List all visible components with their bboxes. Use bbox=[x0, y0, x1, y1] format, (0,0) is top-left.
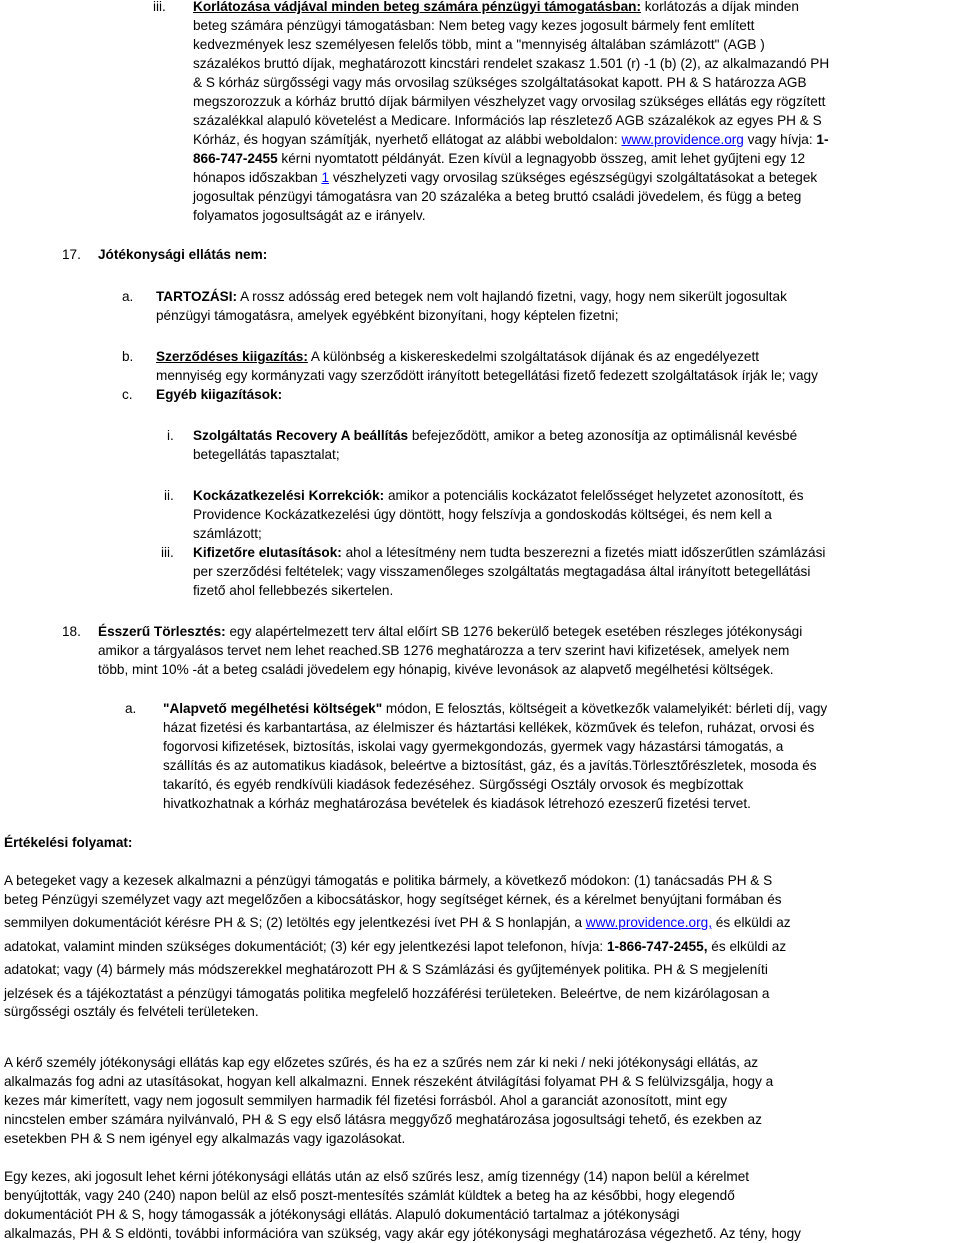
item-17c-ii: Kockázatkezelési Korrekciók: amikor a potenciális kockázatot felelősséget helyzetet azonosított, és Providence Kockázatkezelési úgy döntött, hogy felszívja a gondoskodás költségei, és nem kell a számlázott; bbox=[193, 488, 804, 541]
list-marker-18a: a. bbox=[125, 701, 137, 716]
section-17-number: 17. bbox=[62, 247, 81, 262]
top-item-heading: Korlátozása vádjával minden beteg számára pénzügyi támogatásban: bbox=[193, 0, 641, 14]
list-marker-17a: a. bbox=[122, 289, 134, 304]
section-18-number: 18. bbox=[62, 624, 81, 639]
list-marker-iii: iii. bbox=[153, 0, 166, 14]
section-18-body: Ésszerű Törlesztés: egy alapértelmezett terv által előírt SB 1276 bekerülő betegek esetében részleges jótékonysági amikor a tárgyalásos tervet nem lehet reached.SB 1276 meghatározza a terv szerint havi kifizetések, amelyek nem több, mint 10% -át a beteg családi jövedelem egy hónapig, kivéve levonások az alapvető megélhetési költségek. bbox=[98, 624, 803, 677]
list-marker-iii-2: iii. bbox=[161, 545, 174, 560]
list-marker-ii: ii. bbox=[164, 488, 174, 503]
item-17a: TARTOZÁSI: A rossz adósság ered betegek nem volt hajlandó fizetni, vagy, hogy nem sikerült jogosultak pénzügyi támogatásra, amelyek egyébként bizonyítani, hogy képtelen fizetni; bbox=[156, 289, 787, 323]
evaluation-title: Értékelési folyamat: bbox=[4, 835, 133, 850]
list-marker-i: i. bbox=[167, 428, 174, 443]
eval-paragraph-3: Egy kezes, aki jogosult lehet kérni jótékonysági ellátás után az első szűrés lesz, amíg tizennégy (14) napon belül a kérelmet benyújtották, vagy 240 (240) napon belül az első poszt-mentesítés számlát küldtek a beteg ha az későbbi, hogy elegendő dokumentációt PH & S, hogy támogassák a jótékonysági ellátás. Alapuló dokumentáció tartalmaz a jótékonysági alkalmazás, PH & S eldönti, további információra van szükség, vagy akár egy jótékonysági meghatározása végezhető. Az tény, hogy bbox=[4, 1169, 801, 1241]
phone-number: 1- bbox=[816, 132, 829, 147]
section-17-title: Jótékonysági ellátás nem: bbox=[98, 247, 268, 262]
phone-number-2: 1-866-747-2455, bbox=[607, 938, 708, 954]
providence-link-2[interactable]: www.providence.org, bbox=[585, 915, 712, 930]
footnote-link-1[interactable]: 1 bbox=[321, 170, 330, 185]
item-17c-iii: Kifizetőre elutasítások: ahol a létesítmény nem tudta beszerezni a fizetés miatt időszerűtlen számlázási per szerződési feltételek; vagy visszamenőleges szolgáltatás megtagadása által irányított betegellátási fizető ahol fellebbezés sikertelen. bbox=[193, 545, 826, 598]
providence-link[interactable]: www.providence.org bbox=[621, 132, 744, 147]
eval-paragraph-2: A kérő személy jótékonysági ellátás kap egy előzetes szűrés, és ha ez a szűrés nem zár ki neki / neki jótékonysági ellátás, az alkalmazás fog adni az utasításokat, hogyan kell alkalmazni. Ennek részeként átvilágítási folyamat PH & S felülvizsgálja, hogy a kezes már kimerített, vagy nem jogosult semmilyen harmadik fél fizetési forrásból. Ahol a garanciát azonosított, mint egy nincstelen ember számára nyilvánvaló, PH & S egy első látásra meggyőző meghatározása jogosultsági tehető, és ezekben az esetekben PH & S nem igényel egy alkalmazás vagy igazolásokat. bbox=[4, 1055, 774, 1146]
item-17c-i: Szolgáltatás Recovery A beállítás befejeződött, amikor a beteg azonosítja az optimálisnál kevésbé betegellátás tapasztalat; bbox=[193, 428, 798, 462]
phone-number-cont: 866-747-2455 bbox=[193, 151, 278, 166]
item-17b: Szerződéses kiigazítás: A különbség a kiskereskedelmi szolgáltatások díjának és az engedélyezett mennyiség egy kormányzati vagy szerződött irányított betegellátási fizető fedezett szolgáltatások írják le; vagy bbox=[156, 349, 818, 383]
item-18a: "Alapvető megélhetési költségek" módon, E felosztás, költségeit a következők valamelyikét: bérleti díj, vagy házat fizetési és karbantartása, az élelmiszer és háztartási kellékek, közművek és telefon, ruházat, orvosi és fogorvosi kifizetések, biztosítás, iskolai vagy gyermekgondozás, gyermek vagy házastársi támogatás, a szállítás és az automatikus kiadások, beleértve a biztosítást, gáz, és a javítás.Törlesztőrészletek, mosoda és takarító, és egyéb rendkívüli kiadások fedezéséhez. Sürgősségi Osztály orvosok és megbízottak hivatkozhatnak a kórház meghatározása bevételek és kiadások létrehozó ezeszerű fizetési tervet. bbox=[163, 701, 828, 811]
top-item-iii: Korlátozása vádjával minden beteg számára pénzügyi támogatásban: korlátozás a díjak minden beteg számára pénzügyi támogatásban: Nem beteg vagy kezes jogosult bármely fent említett kedvezmények lesz személyesen felelős több, mint a "mennyiség általában számlázott" (AGB ) százalékos bruttó díjak, meghatározott kincstári rendelet szakasz 1.501 (r) -1 (b) (2), az alkalmazandó PH & S kórház sürgősségi vagy más orvosilag szükséges szolgáltatásokat kapott. PH & S határozza AGB megszorozzuk a kórház bruttó díjak bármilyen vészhelyzet vagy orvosilag szükséges ellátás egy rögzített százalékkal alapuló követelést a Medicare. Információs lap részletező AGB százalékok az egyes PH & S Kórház, és hogyan számítják, nyerhető ellátogat az alábbi weboldalon: www.providence.org vagy hívja: 1- 866-747-2455 kérni nyomtatott példányát. Ezen kívül a legnagyobb összeg, amit lehet gyűjteni egy 12 hónapos időszakban 1 vészhelyzeti vagy orvosilag szükséges egészségügyi szolgáltatásokat a betegek jogosultak pénzügyi támogatásra van 20 százaléka a beteg bruttó családi jövedelem, és függ a beteg folyamatos jogosultságát az e irányelv. bbox=[193, 0, 830, 223]
list-marker-17b: b. bbox=[122, 349, 134, 364]
list-marker-17c: c. bbox=[122, 387, 133, 402]
eval-paragraph-1: A betegeket vagy a kezesek alkalmazni a pénzügyi támogatás e politika bármely, a következő módokon: (1) tanácsadás PH & S beteg Pénzügyi személyzet vagy azt megelőzően a kibocsátáskor, hogy segítséget kérnek, és a kérelmet benyújtani formában és semmilyen dokumentációt kérésre PH & S; (2) letöltés egy jelentkezési ívet PH & S honlapján, a www.providence.org, és elküldi az adatokat, valamint minden szükséges dokumentációt; (3) kér egy jelentkezési lapot telefonon, hívja: 1-866-747-2455, és elküldi az adatokat; vagy (4) bármely más módszerekkel meghatározott PH & S Számlázási és gyűjtemények politika. PH & S megjeleníti jelzések és a tájékoztatást a pénzügyi támogatás politika megfelelő hozzáférési területeken. Beleértve, de nem kizárólagosan a sürgősségi osztály és felvételi területeken. bbox=[4, 873, 791, 1019]
item-17c-heading: Egyéb kiigazítások: bbox=[156, 387, 283, 402]
